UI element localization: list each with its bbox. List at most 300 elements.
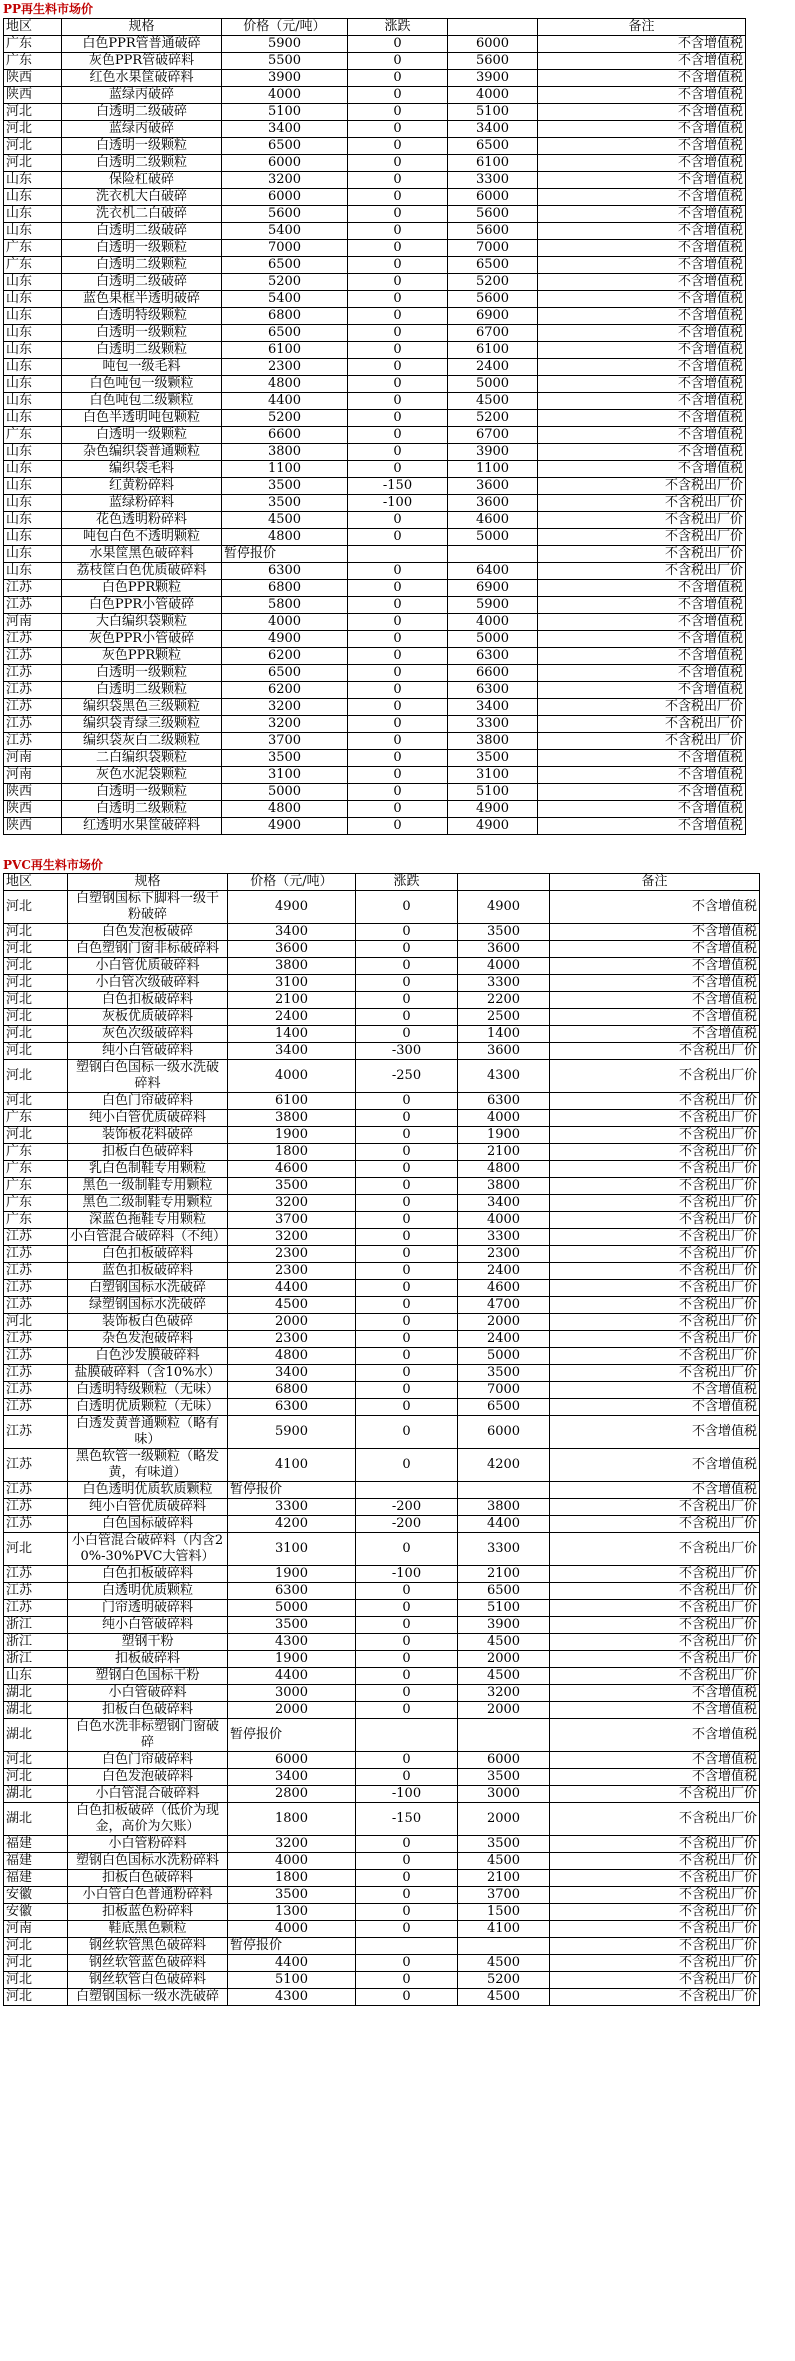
- spec-cell: 白透明二级破碎: [62, 274, 222, 291]
- table-row: [4, 1938, 760, 1955]
- spec-cell: 塑钢白色国标一级水洗破碎料: [68, 1060, 228, 1093]
- change-cell: 0: [348, 36, 448, 53]
- note-cell: 不含税出厂价: [538, 733, 746, 750]
- change-cell: 0: [348, 274, 448, 291]
- spec-cell: 白色吨包一级颗粒: [62, 376, 222, 393]
- price2-cell: 5000: [448, 529, 538, 546]
- price-cell: 2000: [228, 1702, 356, 1719]
- price2-cell: 4100: [458, 1921, 550, 1938]
- price-cell: 4100: [228, 1449, 356, 1482]
- price2-cell: 2000: [458, 1651, 550, 1668]
- price-cell: 暂停报价: [228, 1938, 356, 1955]
- spec-cell: 灰色PPR管破碎料: [62, 53, 222, 70]
- price-cell: 3400: [228, 924, 356, 941]
- region-cell: 江苏: [4, 1382, 68, 1399]
- spec-cell: 小白管优质破碎料: [68, 958, 228, 975]
- price2-cell: 5100: [458, 1600, 550, 1617]
- table-row: [4, 1617, 760, 1634]
- price-cell: 4500: [228, 1297, 356, 1314]
- note-cell: 不含税出厂价: [550, 1195, 760, 1212]
- table-row: [4, 1060, 760, 1093]
- spec-cell: 纯小白管优质破碎料: [68, 1499, 228, 1516]
- spec-cell: 白色PPR小管破碎: [62, 597, 222, 614]
- pvc-section: [0, 857, 795, 2006]
- price2-cell: 3500: [448, 750, 538, 767]
- region-cell: 河北: [4, 155, 62, 172]
- change-cell: 0: [348, 665, 448, 682]
- change-cell: 0: [348, 70, 448, 87]
- pp-section: [0, 0, 795, 835]
- note-cell: 不含增值税: [550, 1416, 760, 1449]
- region-cell: 江苏: [4, 1229, 68, 1246]
- region-cell: 河北: [4, 941, 68, 958]
- price2-cell: 3800: [458, 1499, 550, 1516]
- change-cell: 0: [348, 682, 448, 699]
- price2-cell: 3500: [458, 1365, 550, 1382]
- table-row: [4, 1634, 760, 1651]
- price-cell: 3500: [222, 750, 348, 767]
- note-cell: 不含税出厂价: [550, 1110, 760, 1127]
- note-cell: 不含税出厂价: [550, 1651, 760, 1668]
- note-cell: 不含税出厂价: [550, 1144, 760, 1161]
- table-row: [4, 1769, 760, 1786]
- price-cell: 3500: [228, 1178, 356, 1195]
- region-cell: 湖北: [4, 1685, 68, 1702]
- spec-cell: 吨包一级毛料: [62, 359, 222, 376]
- pvc-title: PVC再生料市场价: [3, 858, 103, 872]
- price2-cell: [458, 1938, 550, 1955]
- spec-cell: 大白编织袋颗粒: [62, 614, 222, 631]
- spec-cell: 门帘透明破碎料: [68, 1600, 228, 1617]
- spec-cell: 黑色软管一级颗粒（略发黄，有味道）: [68, 1449, 228, 1482]
- region-cell: 江苏: [4, 580, 62, 597]
- table-row: [4, 1499, 760, 1516]
- price2-cell: 5200: [448, 274, 538, 291]
- change-cell: -250: [356, 1060, 458, 1093]
- table-row: [4, 87, 746, 104]
- change-cell: [356, 1719, 458, 1752]
- region-cell: 湖北: [4, 1803, 68, 1836]
- change-cell: 0: [356, 1600, 458, 1617]
- note-cell: 不含增值税: [538, 206, 746, 223]
- region-cell: 山东: [4, 359, 62, 376]
- region-cell: 广东: [4, 1212, 68, 1229]
- table-row: [4, 1127, 760, 1144]
- note-cell: 不含增值税: [550, 1399, 760, 1416]
- spec-cell: 白色门帘破碎料: [68, 1752, 228, 1769]
- region-cell: 广东: [4, 240, 62, 257]
- spec-cell: 水果筐黑色破碎料: [62, 546, 222, 563]
- price-cell: 6500: [222, 325, 348, 342]
- price-cell: 2300: [228, 1246, 356, 1263]
- price-cell: 3800: [228, 1110, 356, 1127]
- change-cell: 0: [356, 1229, 458, 1246]
- change-cell: 0: [356, 1836, 458, 1853]
- note-cell: 不含税出厂价: [550, 1280, 760, 1297]
- price-cell: 6100: [228, 1093, 356, 1110]
- table-row: [4, 172, 746, 189]
- region-cell: 河南: [4, 1921, 68, 1938]
- note-cell: 不含税出厂价: [550, 1516, 760, 1533]
- price-cell: 4400: [228, 1280, 356, 1297]
- pp-header-cell: 规格: [62, 19, 222, 36]
- note-cell: 不含增值税: [550, 891, 760, 924]
- change-cell: 0: [348, 529, 448, 546]
- price-cell: 4300: [228, 1989, 356, 2006]
- change-cell: 0: [356, 1416, 458, 1449]
- price-cell: 6800: [222, 308, 348, 325]
- price-cell: 3000: [228, 1685, 356, 1702]
- price-cell: 2300: [228, 1263, 356, 1280]
- note-cell: 不含税出厂价: [550, 1803, 760, 1836]
- change-cell: 0: [356, 891, 458, 924]
- price-cell: 2300: [222, 359, 348, 376]
- table-row: [4, 138, 746, 155]
- note-cell: 不含增值税: [538, 784, 746, 801]
- table-row: [4, 784, 746, 801]
- pvc-price-table: [3, 873, 760, 2006]
- price2-cell: 2400: [458, 1263, 550, 1280]
- table-row: [4, 648, 746, 665]
- change-cell: 0: [356, 1533, 458, 1566]
- region-cell: 江苏: [4, 1482, 68, 1499]
- spec-cell: 小白管白色普通粉碎料: [68, 1887, 228, 1904]
- note-cell: 不含增值税: [538, 648, 746, 665]
- spec-cell: 白透明二级颗粒: [62, 801, 222, 818]
- note-cell: 不含税出厂价: [538, 716, 746, 733]
- table-row: [4, 53, 746, 70]
- spec-cell: 纯小白管破碎料: [68, 1617, 228, 1634]
- region-cell: 陕西: [4, 818, 62, 835]
- price-cell: 3500: [222, 478, 348, 495]
- table-row: [4, 410, 746, 427]
- region-cell: 河北: [4, 1769, 68, 1786]
- price2-cell: 2500: [458, 1009, 550, 1026]
- note-cell: 不含增值税: [550, 1382, 760, 1399]
- table-row: [4, 1719, 760, 1752]
- pp-header-cell: [448, 19, 538, 36]
- price2-cell: 6100: [448, 342, 538, 359]
- region-cell: 山东: [4, 376, 62, 393]
- change-cell: -200: [356, 1499, 458, 1516]
- price-cell: 4000: [222, 614, 348, 631]
- table-row: [4, 36, 746, 53]
- spec-cell: 乳白色制鞋专用颗粒: [68, 1161, 228, 1178]
- spec-cell: 扣板白色破碎料: [68, 1144, 228, 1161]
- price2-cell: 1400: [458, 1026, 550, 1043]
- price2-cell: 6500: [458, 1583, 550, 1600]
- change-cell: 0: [348, 818, 448, 835]
- region-cell: 河北: [4, 1533, 68, 1566]
- price2-cell: 6300: [448, 682, 538, 699]
- region-cell: 山东: [4, 274, 62, 291]
- region-cell: 河北: [4, 1127, 68, 1144]
- price2-cell: 6000: [458, 1752, 550, 1769]
- table-row: [4, 1853, 760, 1870]
- price2-cell: 2200: [458, 992, 550, 1009]
- change-cell: 0: [348, 648, 448, 665]
- price2-cell: 7000: [458, 1382, 550, 1399]
- table-row: [4, 801, 746, 818]
- table-row: [4, 1904, 760, 1921]
- price-cell: 6000: [228, 1752, 356, 1769]
- table-row: [4, 1989, 760, 2006]
- price2-cell: 6000: [458, 1416, 550, 1449]
- price2-cell: 3600: [458, 941, 550, 958]
- note-cell: 不含增值税: [538, 427, 746, 444]
- price-cell: 6300: [228, 1583, 356, 1600]
- change-cell: 0: [348, 512, 448, 529]
- change-cell: 0: [356, 1263, 458, 1280]
- price2-cell: 4700: [458, 1297, 550, 1314]
- note-cell: 不含增值税: [538, 444, 746, 461]
- price-cell: 6200: [222, 648, 348, 665]
- table-row: [4, 891, 760, 924]
- region-cell: 河北: [4, 104, 62, 121]
- table-row: [4, 1651, 760, 1668]
- price-cell: 3400: [228, 1769, 356, 1786]
- price2-cell: 4900: [448, 801, 538, 818]
- table-row: [4, 1482, 760, 1499]
- region-cell: 江苏: [4, 1566, 68, 1583]
- table-row: [4, 206, 746, 223]
- note-cell: 不含税出厂价: [550, 1600, 760, 1617]
- price2-cell: 6700: [448, 325, 538, 342]
- region-cell: 江苏: [4, 682, 62, 699]
- spec-cell: 灰色PPR小管破碎: [62, 631, 222, 648]
- note-cell: 不含增值税: [538, 597, 746, 614]
- spec-cell: 白色发泡板破碎: [68, 924, 228, 941]
- region-cell: 河北: [4, 1314, 68, 1331]
- spec-cell: 纯小白管破碎料: [68, 1043, 228, 1060]
- table-row: [4, 461, 746, 478]
- note-cell: 不含增值税: [538, 274, 746, 291]
- change-cell: 0: [356, 1246, 458, 1263]
- change-cell: 0: [356, 1668, 458, 1685]
- price2-cell: 3800: [448, 733, 538, 750]
- note-cell: 不含税出厂价: [550, 1955, 760, 1972]
- price-cell: 3800: [222, 444, 348, 461]
- change-cell: 0: [356, 1904, 458, 1921]
- change-cell: 0: [348, 427, 448, 444]
- price2-cell: [458, 1482, 550, 1499]
- spec-cell: 洗衣机大白破碎: [62, 189, 222, 206]
- price-cell: 暂停报价: [222, 546, 348, 563]
- table-row: [4, 1348, 760, 1365]
- region-cell: 广东: [4, 53, 62, 70]
- change-cell: -100: [356, 1566, 458, 1583]
- table-row: [4, 1144, 760, 1161]
- table-row: [4, 716, 746, 733]
- table-row: [4, 1416, 760, 1449]
- spec-cell: 塑钢干粉: [68, 1634, 228, 1651]
- price-cell: 3100: [228, 975, 356, 992]
- spec-cell: 灰色PPR颗粒: [62, 648, 222, 665]
- price2-cell: 1900: [458, 1127, 550, 1144]
- note-cell: 不含增值税: [538, 631, 746, 648]
- table-row: [4, 155, 746, 172]
- note-cell: 不含税出厂价: [550, 1989, 760, 2006]
- spec-cell: 蓝色扣板破碎料: [68, 1263, 228, 1280]
- price2-cell: 4500: [458, 1668, 550, 1685]
- note-cell: 不含增值税: [538, 665, 746, 682]
- table-row: [4, 1583, 760, 1600]
- table-row: [4, 1297, 760, 1314]
- note-cell: 不含增值税: [550, 1769, 760, 1786]
- note-cell: 不含税出厂价: [550, 1887, 760, 1904]
- table-row: [4, 1280, 760, 1297]
- region-cell: 山东: [4, 172, 62, 189]
- change-cell: 0: [348, 359, 448, 376]
- price-cell: 2100: [228, 992, 356, 1009]
- note-cell: 不含税出厂价: [550, 1127, 760, 1144]
- price-cell: 6800: [228, 1382, 356, 1399]
- note-cell: 不含增值税: [538, 155, 746, 172]
- spec-cell: 荔枝筐白色优质破碎料: [62, 563, 222, 580]
- price-cell: 暂停报价: [228, 1482, 356, 1499]
- region-cell: 河北: [4, 1972, 68, 1989]
- price-cell: 2000: [228, 1314, 356, 1331]
- region-cell: 浙江: [4, 1617, 68, 1634]
- price2-cell: 4600: [458, 1280, 550, 1297]
- table-row: [4, 941, 760, 958]
- price-cell: 1900: [228, 1651, 356, 1668]
- note-cell: 不含增值税: [538, 750, 746, 767]
- spec-cell: 白透明二级颗粒: [62, 257, 222, 274]
- price-cell: 5500: [222, 53, 348, 70]
- change-cell: 0: [356, 1887, 458, 1904]
- change-cell: 0: [356, 941, 458, 958]
- price2-cell: 4500: [448, 393, 538, 410]
- region-cell: 山东: [4, 410, 62, 427]
- note-cell: 不含增值税: [538, 359, 746, 376]
- region-cell: 山东: [4, 206, 62, 223]
- note-cell: 不含税出厂价: [550, 1870, 760, 1887]
- change-cell: 0: [356, 1144, 458, 1161]
- price2-cell: 4500: [458, 1989, 550, 2006]
- price-cell: 1800: [228, 1870, 356, 1887]
- note-cell: 不含增值税: [538, 461, 746, 478]
- table-row: [4, 121, 746, 138]
- table-row: [4, 223, 746, 240]
- change-cell: 0: [356, 1702, 458, 1719]
- spec-cell: 小白管混合破碎料（不纯）: [68, 1229, 228, 1246]
- change-cell: [348, 546, 448, 563]
- change-cell: 0: [356, 1026, 458, 1043]
- change-cell: 0: [348, 206, 448, 223]
- note-cell: 不含增值税: [538, 393, 746, 410]
- change-cell: 0: [356, 1870, 458, 1887]
- region-cell: 河北: [4, 1955, 68, 1972]
- region-cell: 河北: [4, 891, 68, 924]
- price2-cell: 3600: [448, 478, 538, 495]
- note-cell: 不含税出厂价: [550, 1161, 760, 1178]
- spec-cell: 装饰板白色破碎: [68, 1314, 228, 1331]
- table-row: [4, 699, 746, 716]
- price-cell: 4900: [222, 631, 348, 648]
- price-cell: 6500: [222, 665, 348, 682]
- change-cell: 0: [348, 393, 448, 410]
- note-cell: 不含增值税: [538, 172, 746, 189]
- price2-cell: 2400: [458, 1331, 550, 1348]
- table-row: [4, 1803, 760, 1836]
- price-cell: 5200: [222, 410, 348, 427]
- price-cell: 6200: [222, 682, 348, 699]
- region-cell: 江苏: [4, 1449, 68, 1482]
- note-cell: 不含税出厂价: [550, 1263, 760, 1280]
- price2-cell: 4400: [458, 1516, 550, 1533]
- price-cell: 5900: [228, 1416, 356, 1449]
- region-cell: 河北: [4, 138, 62, 155]
- change-cell: 0: [356, 1009, 458, 1026]
- price2-cell: 3700: [458, 1887, 550, 1904]
- price2-cell: 3400: [458, 1195, 550, 1212]
- price2-cell: 1100: [448, 461, 538, 478]
- region-cell: 江苏: [4, 1297, 68, 1314]
- change-cell: -100: [348, 495, 448, 512]
- note-cell: 不含税出厂价: [538, 495, 746, 512]
- price-cell: 6000: [222, 189, 348, 206]
- change-cell: 0: [356, 1617, 458, 1634]
- note-cell: 不含增值税: [550, 1449, 760, 1482]
- note-cell: 不含增值税: [538, 308, 746, 325]
- spec-cell: 扣板破碎料: [68, 1651, 228, 1668]
- spec-cell: 白色PPR颗粒: [62, 580, 222, 597]
- pvc-header-cell: [458, 874, 550, 891]
- price-cell: 5800: [222, 597, 348, 614]
- region-cell: 山东: [4, 563, 62, 580]
- region-cell: 江苏: [4, 1331, 68, 1348]
- note-cell: 不含税出厂价: [550, 1533, 760, 1566]
- price-cell: 5200: [222, 274, 348, 291]
- price2-cell: 5600: [448, 53, 538, 70]
- region-cell: 河北: [4, 992, 68, 1009]
- table-row: [4, 291, 746, 308]
- change-cell: -150: [356, 1803, 458, 1836]
- price2-cell: 3900: [448, 70, 538, 87]
- spec-cell: 白透明优质颗粒: [68, 1583, 228, 1600]
- table-row: [4, 1263, 760, 1280]
- table-row: [4, 1786, 760, 1803]
- region-cell: 江苏: [4, 1348, 68, 1365]
- note-cell: 不含税出厂价: [550, 1904, 760, 1921]
- spec-cell: 白透明二级颗粒: [62, 155, 222, 172]
- price-cell: 6300: [228, 1399, 356, 1416]
- spec-cell: 编织袋灰白二级颗粒: [62, 733, 222, 750]
- spec-cell: 白色沙发膜破碎料: [68, 1348, 228, 1365]
- table-row: [4, 1161, 760, 1178]
- region-cell: 河南: [4, 767, 62, 784]
- spec-cell: 白透明特级颗粒（无味）: [68, 1382, 228, 1399]
- note-cell: 不含税出厂价: [550, 1093, 760, 1110]
- region-cell: 江苏: [4, 699, 62, 716]
- table-row: [4, 495, 746, 512]
- note-cell: 不含增值税: [538, 376, 746, 393]
- change-cell: 0: [348, 750, 448, 767]
- change-cell: 0: [348, 121, 448, 138]
- region-cell: 河北: [4, 1060, 68, 1093]
- region-cell: 山东: [4, 342, 62, 359]
- change-cell: 0: [356, 1348, 458, 1365]
- spec-cell: 白透发黄普通颗粒（略有味）: [68, 1416, 228, 1449]
- change-cell: 0: [356, 1314, 458, 1331]
- region-cell: 山东: [4, 223, 62, 240]
- spec-cell: 白色门帘破碎料: [68, 1093, 228, 1110]
- region-cell: 江苏: [4, 716, 62, 733]
- note-cell: 不含税出厂价: [550, 1499, 760, 1516]
- region-cell: 广东: [4, 1178, 68, 1195]
- price-cell: 6300: [222, 563, 348, 580]
